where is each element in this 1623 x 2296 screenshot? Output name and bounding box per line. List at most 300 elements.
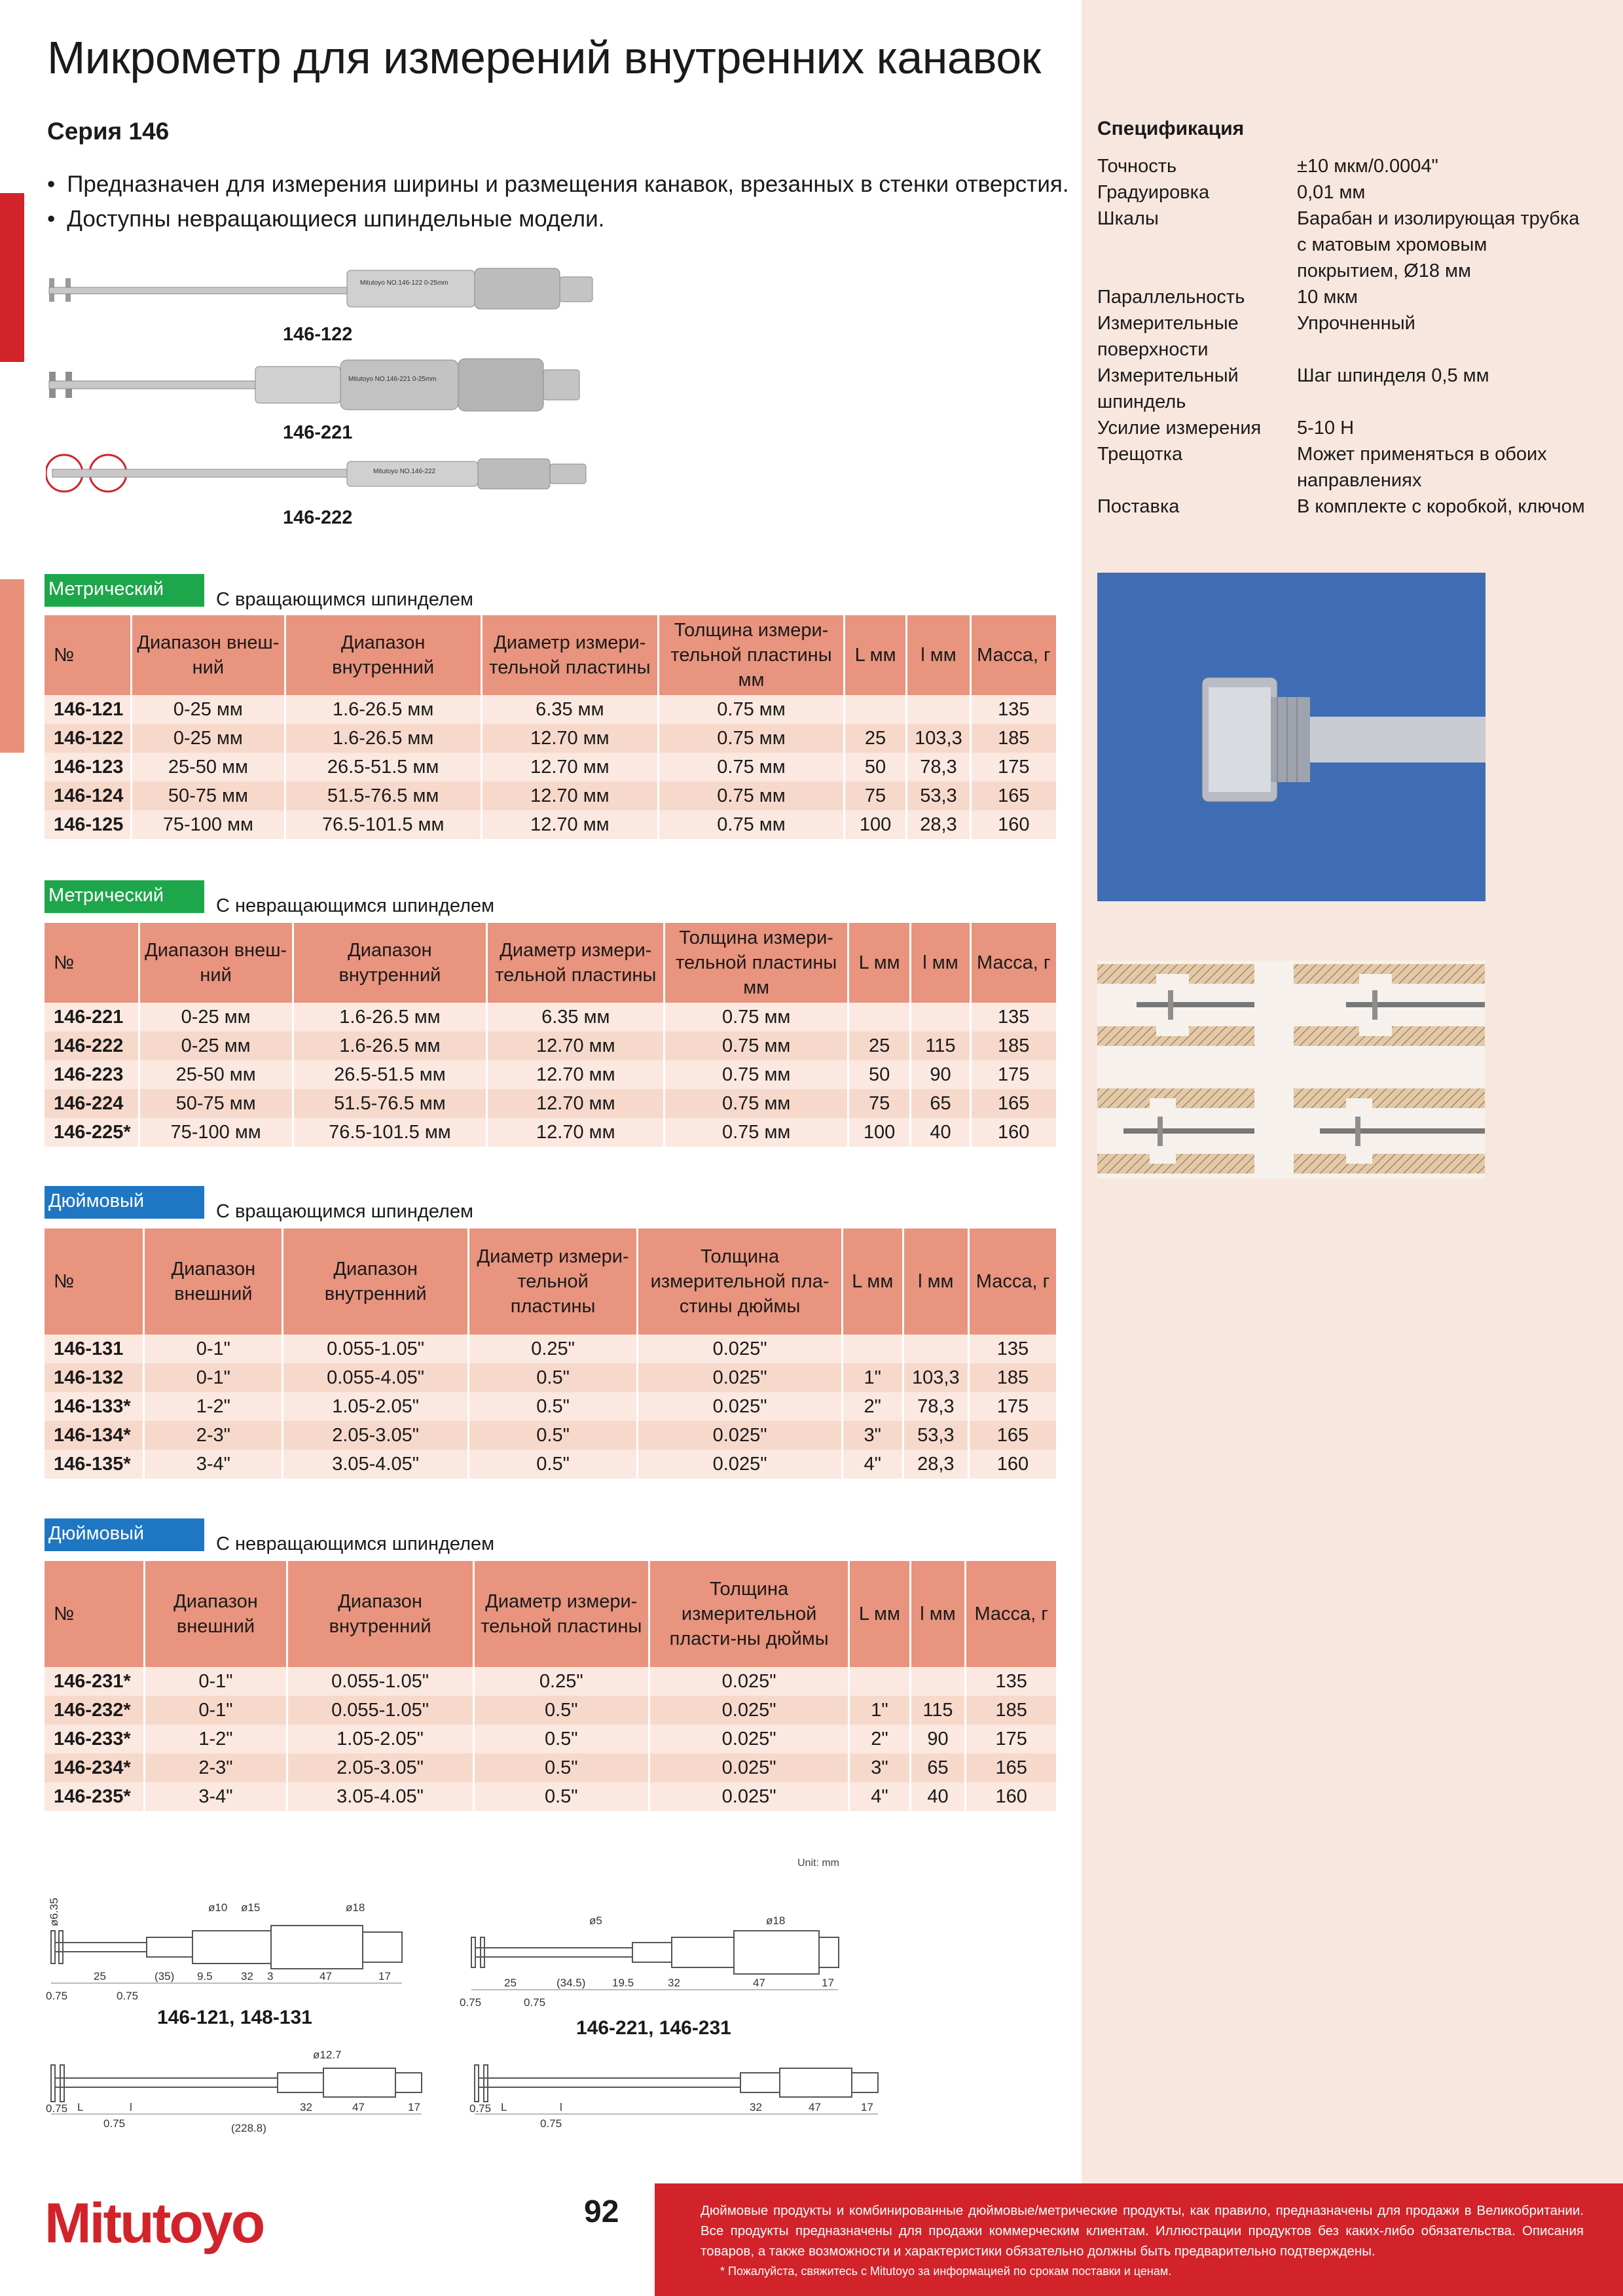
svg-text:17: 17 [822, 1977, 834, 1989]
svg-text:Mitutoyo NO.146-222: Mitutoyo NO.146-222 [373, 468, 436, 475]
spec-value: Упрочненный [1297, 313, 1415, 334]
table-cell: 160 [968, 1450, 1057, 1479]
table-cell: 146-223 [45, 1060, 139, 1089]
col-header: l мм [911, 923, 970, 1003]
table-cell: 1-2" [145, 1725, 287, 1753]
col-header: Толщина измерительной пласти-ны дюймы [649, 1561, 848, 1667]
spec-row [1097, 179, 1595, 206]
table-cell: 0.75 мм [665, 1118, 848, 1147]
table-cell: 90 [911, 1060, 970, 1089]
table-cell: 0.5" [473, 1696, 649, 1725]
svg-text:32: 32 [668, 1977, 680, 1989]
table-cell: 0.025" [649, 1667, 848, 1696]
svg-text:l: l [560, 2101, 562, 2113]
col-header: № [45, 615, 132, 695]
table-cell: 146-233* [45, 1725, 145, 1753]
table-cell: 26.5-51.5 мм [285, 753, 481, 781]
spec-row [1097, 284, 1595, 310]
spec-row [1097, 441, 1595, 493]
table-cell: 0.5" [473, 1753, 649, 1782]
product-image-146-221 [46, 353, 609, 419]
table-cell [849, 1667, 910, 1696]
table-cell: 0.025" [649, 1753, 848, 1782]
footer-disclaimer [655, 2183, 1623, 2296]
table-cell: 146-131 [45, 1335, 144, 1363]
table-cell: 2" [842, 1392, 903, 1421]
table-cell: 0.025" [649, 1725, 848, 1753]
table-cell: 103,3 [903, 1363, 968, 1392]
table-cell: 53,3 [903, 1421, 968, 1450]
table-cell: 135 [966, 1667, 1057, 1696]
table-cell: 0-25 мм [139, 1003, 293, 1031]
table-subtitle: С невращающимся шпинделем [216, 895, 495, 916]
spec-block [1097, 118, 1595, 520]
table-subtitle: С невращающимся шпинделем [216, 1534, 495, 1554]
table-cell: 90 [910, 1725, 966, 1753]
feature-item: • Предназначен для измерения ширины и размещения канавок, врезанных в стенки отверстия. [47, 167, 1069, 202]
table-cell: 50-75 мм [139, 1089, 293, 1118]
table-cell: 0.025" [638, 1450, 843, 1479]
table-cell: 76.5-101.5 мм [293, 1118, 486, 1147]
spec-row [1097, 153, 1595, 179]
spec-row [1097, 493, 1595, 520]
spec-row [1097, 415, 1595, 441]
product-label: 146-122 [283, 324, 353, 345]
col-header: № [45, 1229, 144, 1335]
spec-table-metric-nonrotating [45, 923, 1058, 1147]
table-cell: 0-25 мм [132, 695, 285, 724]
table-cell [907, 695, 970, 724]
spec-row [1097, 206, 1595, 284]
table-cell: 100 [848, 1118, 911, 1147]
table-cell: 65 [910, 1753, 966, 1782]
spec-key: Усилие измерения [1097, 418, 1262, 439]
col-header: l мм [903, 1229, 968, 1335]
table-row [45, 1753, 1057, 1782]
feature-list [47, 167, 1069, 236]
table-cell: 12.70 мм [481, 724, 658, 753]
table-cell: 0.055-1.05" [283, 1335, 469, 1363]
table-cell: 146-122 [45, 724, 132, 753]
svg-text:47: 47 [809, 2101, 821, 2113]
spec-key: Шкалы [1097, 208, 1159, 229]
spec-value: Барабан и изолирующая трубка с матовым хромовым покрытием, Ø18 мм [1297, 208, 1580, 281]
table-cell: 146-124 [45, 781, 132, 810]
table-cell [911, 1003, 970, 1031]
svg-text:ø18: ø18 [766, 1914, 786, 1927]
table-cell: 0.5" [473, 1782, 649, 1811]
svg-text:ø10: ø10 [208, 1901, 228, 1914]
col-header: l мм [910, 1561, 966, 1667]
table-cell: 1.6-26.5 мм [293, 1003, 486, 1031]
table-cell: 0.75 мм [665, 1089, 848, 1118]
col-header: Масса, г [970, 923, 1057, 1003]
section-marker-red [0, 193, 24, 362]
table-cell: 4" [849, 1782, 910, 1811]
col-header: Диапазон внеш-ний [132, 615, 285, 695]
svg-text:47: 47 [352, 2101, 365, 2113]
svg-text:47: 47 [319, 1970, 332, 1982]
table-cell: 0-1" [144, 1335, 283, 1363]
table-cell: 0.025" [649, 1782, 848, 1811]
table-cell: 51.5-76.5 мм [293, 1089, 486, 1118]
table-cell: 0.5" [468, 1421, 637, 1450]
disclaimer-text: Дюймовые продукты и комбинированные дюймовые/метрические продукты, как правило, предназначены для продажи в Великобритании. Все продукты предназначены для продажи коммерческим клиентам. Иллюстрации продуктов без каких-либо обязательства. Описания товаров, а также возможности и характеристики обязательно должны быть предварительно подтверждены. [701, 2203, 1584, 2259]
technical-drawing-bottom-right [468, 2039, 887, 2137]
spec-value: Шаг шпинделя 0,5 мм [1297, 365, 1489, 386]
table-cell: 28,3 [903, 1450, 968, 1479]
table-cell: 115 [911, 1031, 970, 1060]
svg-text:ø18: ø18 [346, 1901, 365, 1914]
technical-drawing-top-left [45, 1885, 424, 2003]
table-cell: 146-232* [45, 1696, 145, 1725]
table-row [45, 1003, 1057, 1031]
table-cell: 4" [842, 1450, 903, 1479]
table-cell: 0-1" [145, 1667, 287, 1696]
table-cell: 0.055-1.05" [287, 1667, 473, 1696]
col-header: Толщина измери-тельной пластины мм [659, 615, 845, 695]
table-cell: 12.70 мм [487, 1089, 665, 1118]
col-header: L мм [842, 1229, 903, 1335]
table-cell: 3.05-4.05" [283, 1450, 469, 1479]
table-cell: 3.05-4.05" [287, 1782, 473, 1811]
table-cell: 185 [970, 724, 1057, 753]
spec-key: Трещотка [1097, 444, 1183, 465]
col-header: Диапазон внутренний [285, 615, 481, 695]
spec-value: 10 мкм [1297, 287, 1358, 308]
table-cell: 175 [970, 753, 1057, 781]
col-header: L мм [849, 1561, 910, 1667]
table-cell: 0.75 мм [665, 1003, 848, 1031]
table-cell: 40 [910, 1782, 966, 1811]
spec-value: В комплекте с коробкой, ключом [1297, 496, 1585, 517]
table-cell: 146-123 [45, 753, 132, 781]
table-cell: 146-132 [45, 1363, 144, 1392]
table-cell: 160 [970, 810, 1057, 839]
spec-table-inch-nonrotating [45, 1561, 1058, 1811]
svg-text:l: l [130, 2101, 132, 2113]
page-number: 92 [584, 2195, 619, 2229]
table-cell: 28,3 [907, 810, 970, 839]
table-cell: 2-3" [145, 1753, 287, 1782]
svg-text:0.75: 0.75 [46, 2102, 68, 2115]
svg-text:0.75: 0.75 [524, 1996, 546, 2009]
svg-text:17: 17 [378, 1970, 391, 1982]
inch-tag: Дюймовый [45, 1518, 204, 1551]
table-cell: 146-225* [45, 1118, 139, 1147]
table-cell: 75 [844, 781, 906, 810]
product-label: 146-222 [283, 507, 353, 528]
table-cell: 0-25 мм [139, 1031, 293, 1060]
table-row [45, 1696, 1057, 1725]
table-cell: 0.5" [468, 1363, 637, 1392]
table-cell: 53,3 [907, 781, 970, 810]
page-title: Микрометр для измерений внутренних канавок [47, 32, 1041, 83]
svg-text:25: 25 [504, 1977, 517, 1989]
col-header: Диапазон внутренний [283, 1229, 469, 1335]
unit-label: Unit: mm [797, 1857, 839, 1869]
table-row [45, 1118, 1057, 1147]
svg-text:9.5: 9.5 [197, 1970, 213, 1982]
table-cell: 12.70 мм [481, 810, 658, 839]
col-header: Толщина измери-тельной пластины мм [665, 923, 848, 1003]
table-cell: 115 [910, 1696, 966, 1725]
table-cell: 50-75 мм [132, 781, 285, 810]
col-header: Диаметр измери-тельной пластины [487, 923, 665, 1003]
table-cell: 1-2" [144, 1392, 283, 1421]
svg-text:ø15: ø15 [241, 1901, 261, 1914]
svg-text:(34.5): (34.5) [556, 1977, 586, 1989]
table-cell: 50 [844, 753, 906, 781]
table-cell: 135 [970, 1003, 1057, 1031]
table-cell: 51.5-76.5 мм [285, 781, 481, 810]
table-cell: 1.6-26.5 мм [293, 1031, 486, 1060]
svg-text:L: L [501, 2101, 507, 2113]
table-cell: 146-222 [45, 1031, 139, 1060]
svg-text:32: 32 [300, 2101, 312, 2113]
table-cell: 100 [844, 810, 906, 839]
table-row [45, 753, 1057, 781]
svg-text:47: 47 [753, 1977, 765, 1989]
table-cell: 78,3 [903, 1392, 968, 1421]
table-cell: 160 [970, 1118, 1057, 1147]
table-cell: 6.35 мм [487, 1003, 665, 1031]
table-row [45, 1782, 1057, 1811]
svg-text:ø5: ø5 [589, 1914, 602, 1927]
svg-text:0.75: 0.75 [46, 1990, 68, 2002]
spec-value: 0,01 мм [1297, 182, 1366, 203]
table-cell: 0.25" [468, 1335, 637, 1363]
table-cell: 40 [911, 1118, 970, 1147]
table-cell: 25-50 мм [139, 1060, 293, 1089]
table-cell [842, 1335, 903, 1363]
table-cell: 3" [842, 1421, 903, 1450]
table-cell: 26.5-51.5 мм [293, 1060, 486, 1089]
table-cell: 146-125 [45, 810, 132, 839]
table-cell: 75 [848, 1089, 911, 1118]
svg-text:0.75: 0.75 [117, 1990, 139, 2002]
table-cell: 146-231* [45, 1667, 145, 1696]
table-cell: 2.05-3.05" [287, 1753, 473, 1782]
table-cell: 25 [844, 724, 906, 753]
feature-item: • Доступны невращающиеся шпиндельные модели. [47, 202, 1069, 236]
table-cell: 1.6-26.5 мм [285, 724, 481, 753]
table-cell: 0.25" [473, 1667, 649, 1696]
table-cell: 146-135* [45, 1450, 144, 1479]
table-cell: 0.025" [638, 1363, 843, 1392]
table-cell: 1" [849, 1696, 910, 1725]
table-row [45, 1450, 1057, 1479]
spec-key: Поставка [1097, 496, 1180, 517]
col-header: Диапазон внутренний [293, 923, 486, 1003]
col-header: Диапазон внутренний [287, 1561, 473, 1667]
table-cell: 75-100 мм [139, 1118, 293, 1147]
spec-value: Может применяться в обоих направлениях [1297, 444, 1547, 491]
table-cell: 135 [970, 695, 1057, 724]
svg-text:(35): (35) [155, 1970, 175, 1982]
table-cell: 12.70 мм [487, 1031, 665, 1060]
spec-key: Градуировка [1097, 182, 1210, 203]
mitutoyo-logo: Mitutoyo [45, 2192, 264, 2255]
table-cell: 0.055-4.05" [283, 1363, 469, 1392]
table-cell: 146-234* [45, 1753, 145, 1782]
table-cell: 3-4" [144, 1450, 283, 1479]
col-header: № [45, 1561, 145, 1667]
table-cell: 146-133* [45, 1392, 144, 1421]
svg-text:17: 17 [408, 2101, 420, 2113]
inch-tag: Дюймовый [45, 1186, 204, 1219]
svg-text:ø6.35: ø6.35 [48, 1897, 60, 1926]
col-header: № [45, 923, 139, 1003]
col-header: Толщина измерительной пла-стины дюймы [638, 1229, 843, 1335]
table-cell: 25 [848, 1031, 911, 1060]
table-cell: 185 [968, 1363, 1057, 1392]
spec-value: ±10 мкм/0.0004" [1297, 156, 1438, 177]
product-label: 146-221 [283, 422, 353, 443]
col-header: Диаметр измери-тельной пластины [473, 1561, 649, 1667]
table-cell: 0.75 мм [659, 810, 845, 839]
series-label: Серия 146 [47, 118, 170, 145]
svg-text:32: 32 [750, 2101, 762, 2113]
svg-text:17: 17 [861, 2101, 873, 2113]
table-cell: 0.025" [638, 1392, 843, 1421]
table-cell: 146-121 [45, 695, 132, 724]
table-cell: 12.70 мм [481, 781, 658, 810]
table-cell: 2" [849, 1725, 910, 1753]
spec-key: Параллельность [1097, 287, 1245, 308]
table-cell: 3-4" [145, 1782, 287, 1811]
svg-text:0.75: 0.75 [460, 1996, 482, 2009]
col-header: L мм [848, 923, 911, 1003]
table-subtitle: С вращающимся шпинделем [216, 1201, 473, 1222]
table-row [45, 810, 1057, 839]
svg-text:(228.8): (228.8) [231, 2122, 266, 2134]
table-cell [848, 1003, 911, 1031]
col-header: Диаметр измери-тельной пластины [481, 615, 658, 695]
table-cell: 0.75 мм [659, 781, 845, 810]
table-cell: 146-221 [45, 1003, 139, 1031]
spec-value: 5-10 Н [1297, 418, 1355, 439]
table-cell: 0.5" [468, 1392, 637, 1421]
table-cell: 1.6-26.5 мм [285, 695, 481, 724]
measuring-head-photo [1097, 573, 1486, 901]
table-row [45, 1421, 1057, 1450]
table-cell: 0.055-1.05" [287, 1696, 473, 1725]
table-cell: 0.5" [473, 1725, 649, 1753]
table-row [45, 1667, 1057, 1696]
table-cell: 75-100 мм [132, 810, 285, 839]
table-cell: 3" [849, 1753, 910, 1782]
table-row [45, 1392, 1057, 1421]
table-row [45, 695, 1057, 724]
table-cell: 25-50 мм [132, 753, 285, 781]
spec-row [1097, 363, 1595, 415]
spec-key: Измерительный шпиндель [1097, 365, 1239, 412]
table-cell: 0.75 мм [659, 695, 845, 724]
col-header: Диаметр измери-тельной пластины [468, 1229, 637, 1335]
product-image-146-122 [46, 259, 609, 324]
table-cell [844, 695, 906, 724]
table-cell: 0.75 мм [659, 753, 845, 781]
table-cell: 135 [968, 1335, 1057, 1363]
table-row [45, 724, 1057, 753]
svg-text:25: 25 [94, 1970, 106, 1982]
table-cell: 50 [848, 1060, 911, 1089]
table-cell: 78,3 [907, 753, 970, 781]
table-cell: 103,3 [907, 724, 970, 753]
table-cell: 146-134* [45, 1421, 144, 1450]
spec-table-metric-rotating [45, 615, 1058, 839]
table-cell: 1.05-2.05" [283, 1392, 469, 1421]
table-cell: 175 [968, 1392, 1057, 1421]
table-cell [903, 1335, 968, 1363]
table-cell: 0.5" [468, 1450, 637, 1479]
table-cell: 0.025" [649, 1696, 848, 1725]
col-header: Диапазон внешний [145, 1561, 287, 1667]
technical-drawing-top-right [458, 1898, 851, 2009]
table-cell: 0-25 мм [132, 724, 285, 753]
table-cell: 165 [970, 1089, 1057, 1118]
table-cell: 0.025" [638, 1335, 843, 1363]
table-cell: 146-235* [45, 1782, 145, 1811]
table-row [45, 781, 1057, 810]
table-cell: 185 [970, 1031, 1057, 1060]
svg-text:0.75: 0.75 [103, 2117, 126, 2130]
table-cell: 146-224 [45, 1089, 139, 1118]
table-cell: 1" [842, 1363, 903, 1392]
table-row [45, 1031, 1057, 1060]
col-header: Масса, г [970, 615, 1057, 695]
svg-text:19.5: 19.5 [612, 1977, 634, 1989]
table-cell: 12.70 мм [487, 1118, 665, 1147]
table-cell: 0-1" [145, 1696, 287, 1725]
col-header: Диапазон внешний [144, 1229, 283, 1335]
svg-text:ø12.7: ø12.7 [313, 2049, 342, 2061]
svg-text:0.75: 0.75 [469, 2102, 492, 2115]
drawing-label: 146-221, 146-231 [576, 2017, 731, 2039]
table-cell: 0-1" [144, 1363, 283, 1392]
spec-row [1097, 310, 1595, 363]
table-cell: 165 [968, 1421, 1057, 1450]
disclaimer-note: * Пожалуйста, свяжитесь с Mitutoyo за информацией по срокам поставки и ценам. [720, 2265, 1172, 2278]
spec-table-inch-rotating [45, 1229, 1058, 1479]
table-row [45, 1060, 1057, 1089]
col-header: Масса, г [966, 1561, 1057, 1667]
product-image-146-222 [46, 448, 609, 501]
table-cell: 165 [966, 1753, 1057, 1782]
table-cell: 6.35 мм [481, 695, 658, 724]
table-cell: 2-3" [144, 1421, 283, 1450]
svg-text:3: 3 [267, 1970, 274, 1982]
drawing-label: 146-121, 148-131 [157, 2007, 312, 2028]
technical-drawing-bottom-left [45, 2039, 437, 2137]
table-row [45, 1363, 1057, 1392]
table-row [45, 1335, 1057, 1363]
table-cell: 185 [966, 1696, 1057, 1725]
col-header: l мм [907, 615, 970, 695]
table-cell: 1.05-2.05" [287, 1725, 473, 1753]
table-cell: 2.05-3.05" [283, 1421, 469, 1450]
table-row [45, 1725, 1057, 1753]
spec-title: Спецификация [1097, 118, 1245, 139]
table-cell: 76.5-101.5 мм [285, 810, 481, 839]
section-marker-salmon [0, 579, 24, 753]
table-cell: 175 [970, 1060, 1057, 1089]
table-cell: 165 [970, 781, 1057, 810]
metric-tag: Метрический [45, 574, 204, 607]
table-cell: 175 [966, 1725, 1057, 1753]
table-row [45, 1089, 1057, 1118]
